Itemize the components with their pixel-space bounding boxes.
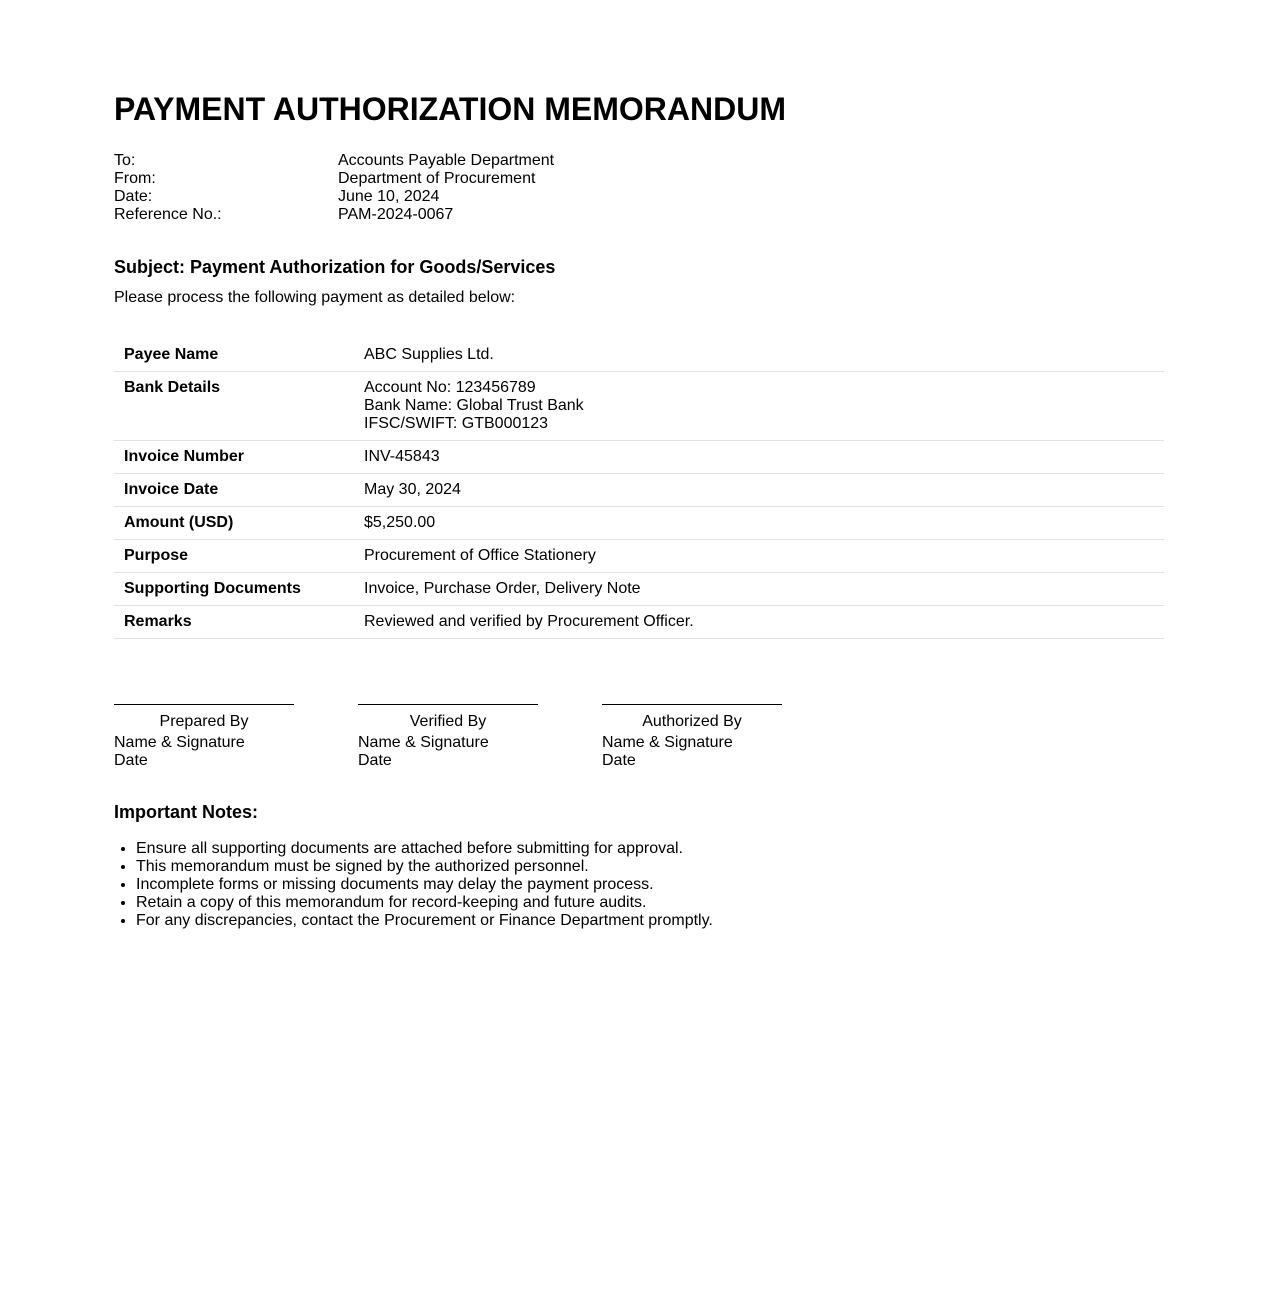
table-row-payee (114, 339, 1164, 372)
header-value: Accounts Payable Department (338, 152, 555, 169)
signature-role: Authorized By (642, 713, 742, 730)
list-item: • Retain a copy of this memorandum for record-keeping and future audits. (136, 894, 713, 912)
header-label: Reference No.: (114, 206, 222, 223)
header-row-to (114, 152, 554, 170)
row-value: ABC Supplies Ltd. (354, 339, 1164, 372)
signature-line (358, 704, 538, 705)
signature-date-label: Date (602, 752, 636, 769)
list-item: • For any discrepancies, contact the Procurement or Finance Department promptly. (136, 912, 713, 930)
signature-name-label: Name & Signature (114, 734, 245, 751)
row-value: Reviewed and verified by Procurement Officer. (354, 606, 1164, 639)
row-label: Invoice Number (114, 441, 354, 474)
table-row-invoice-date (114, 474, 1164, 507)
table-row-remarks (114, 606, 1164, 639)
bank-swift-line: IFSC/SWIFT: GTB000123 (364, 415, 549, 432)
row-label: Bank Details (114, 372, 354, 441)
header-value: PAM-2024-0067 (338, 206, 454, 223)
bank-name-line: Bank Name: Global Trust Bank (364, 397, 584, 414)
signature-authorized (602, 704, 782, 770)
notes-list (114, 840, 713, 930)
row-value: INV-45843 (354, 441, 1164, 474)
row-label: Supporting Documents (114, 573, 354, 606)
notes-title: Important Notes: (114, 802, 258, 822)
list-item: • Ensure all supporting documents are attached before submitting for approval. (136, 840, 713, 858)
header-row-reference (114, 206, 554, 224)
signature-fields (602, 734, 782, 770)
bank-account-line: Account No: 123456789 (364, 379, 536, 396)
signature-section (114, 704, 846, 770)
row-value: Invoice, Purchase Order, Delivery Note (354, 573, 1164, 606)
row-label: Remarks (114, 606, 354, 639)
memo-title: PAYMENT AUTHORIZATION MEMORANDUM (114, 91, 786, 127)
signature-date-label: Date (114, 752, 148, 769)
header-label: From: (114, 170, 156, 187)
table-row-bank (114, 372, 1164, 441)
signature-line (602, 704, 782, 705)
row-value: May 30, 2024 (354, 474, 1164, 507)
row-label: Amount (USD) (114, 507, 354, 540)
signature-role: Verified By (409, 713, 487, 730)
signature-prepared (114, 704, 294, 770)
signature-name-label: Name & Signature (358, 734, 489, 751)
header-row-from (114, 170, 554, 188)
signature-date-label: Date (358, 752, 392, 769)
row-label: Purpose (114, 540, 354, 573)
signature-name-label: Name & Signature (602, 734, 733, 751)
row-value (354, 372, 1164, 441)
payment-details-table (114, 339, 1164, 639)
row-label: Payee Name (114, 339, 354, 372)
row-value: Procurement of Office Stationery (354, 540, 1164, 573)
row-value: $5,250.00 (354, 507, 1164, 540)
row-label: Invoice Date (114, 474, 354, 507)
memo-intro: Please process the following payment as detailed below: (114, 289, 516, 306)
list-item: • This memorandum must be signed by the authorized personnel. (136, 858, 713, 876)
list-item: • Incomplete forms or missing documents may delay the payment process. (136, 876, 713, 894)
signature-fields (358, 734, 538, 770)
signature-line (114, 704, 294, 705)
header-label: Date: (114, 188, 153, 205)
table-row-purpose (114, 540, 1164, 573)
table-row-amount (114, 507, 1164, 540)
header-value: June 10, 2024 (338, 188, 440, 205)
table-row-invoice-number (114, 441, 1164, 474)
memo-subject: Subject: Payment Authorization for Goods/Services (114, 257, 556, 277)
signature-fields (114, 734, 294, 770)
memo-header (114, 152, 554, 224)
header-label: To: (114, 152, 136, 169)
signature-role: Prepared By (159, 713, 249, 730)
header-value: Department of Procurement (338, 170, 536, 187)
table-row-supporting-documents (114, 573, 1164, 606)
signature-verified (358, 704, 538, 770)
header-row-date (114, 188, 554, 206)
